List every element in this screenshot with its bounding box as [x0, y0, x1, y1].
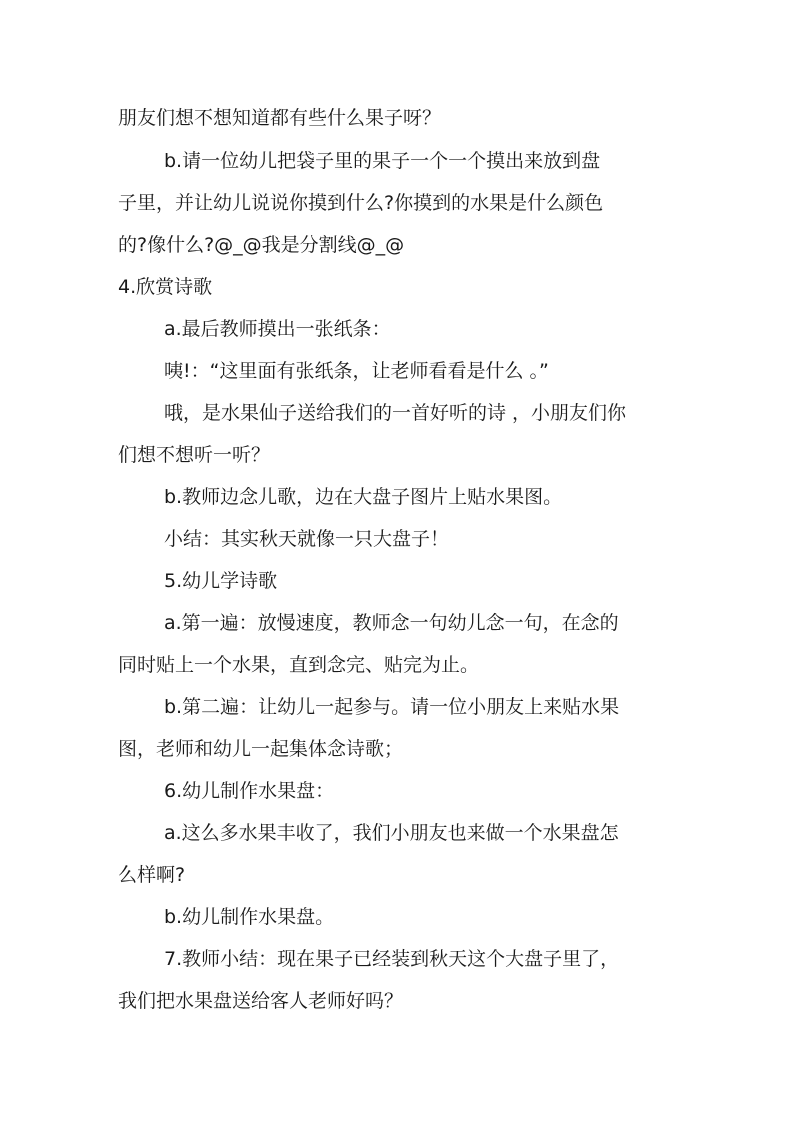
text-line: 图，老师和幼儿一起集体念诗歌； — [118, 738, 404, 760]
text-line: b.幼儿制作水果盘。 — [164, 906, 335, 928]
text-line: 的?像什么?@_@我是分割线@_@ — [118, 234, 405, 256]
text-line: a.这么多水果丰收了，我们小朋友也来做一个水果盘怎 — [164, 822, 619, 844]
text-line: b.第二遍：让幼儿一起参与。请一位小朋友上来贴水果 — [164, 696, 620, 718]
text-line: a.最后教师摸出一张纸条： — [164, 318, 391, 340]
text-line: 小结：其实秋天就像一只大盘子！ — [164, 528, 450, 550]
section-heading: 7.教师小结：现在果子已经装到秋天这个大盘子里了， — [164, 948, 620, 970]
section-heading: 4.欣赏诗歌 — [118, 276, 213, 298]
text-line: 咦!：“这里面有张纸条，让老师看看是什么 。” — [164, 360, 549, 382]
section-heading: 6.幼儿制作水果盘： — [164, 780, 335, 802]
text-line: 哦，是水果仙子送给我们的一首好听的诗 ，小朋友们你 — [164, 402, 627, 424]
section-heading: 5.幼儿学诗歌 — [164, 570, 278, 592]
text-line: 我们把水果盘送给客人老师好吗？ — [118, 990, 404, 1012]
text-line: 朋友们想不想知道都有些什么果子呀？ — [118, 107, 442, 129]
text-line: 么样啊? — [118, 864, 186, 886]
text-line: b.请一位幼儿把袋子里的果子一个一个摸出来放到盘 — [164, 150, 601, 172]
text-line: 同时贴上一个水果，直到念完、贴完为止。 — [118, 654, 480, 676]
text-line: b.教师边念儿歌，边在大盘子图片上贴水果图。 — [164, 486, 563, 508]
text-line: a.第一遍：放慢速度，教师念一句幼儿念一句，在念的 — [164, 612, 619, 634]
text-line: 子里，并让幼儿说说你摸到什么?你摸到的水果是什么颜色 — [118, 192, 604, 214]
text-line: 们想不想听一听？ — [118, 444, 271, 466]
